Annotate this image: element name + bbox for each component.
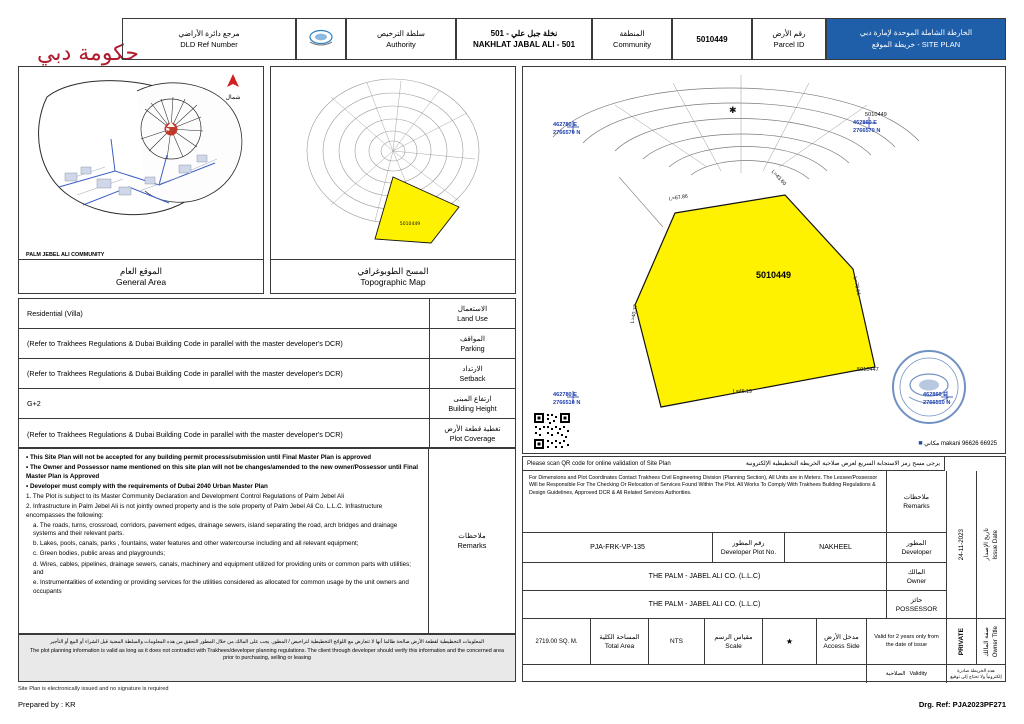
total-area-label-ar: المساحة الكلية <box>599 633 640 641</box>
disclaimer-box <box>18 634 516 682</box>
total-area-label <box>591 619 649 665</box>
community-label-ar: المنطقة <box>619 29 645 38</box>
remarks-label <box>428 449 515 633</box>
validity-label-ar: الصلاحية <box>885 670 906 677</box>
makani-logo-icon: ■ <box>918 440 923 447</box>
possessor-value: THE PALM - JABEL ALI CO. (L.L.C) <box>523 591 887 619</box>
general-area-caption <box>19 259 263 293</box>
plot-coverage-label-en: Plot Coverage <box>449 434 496 443</box>
developer-plot-no-label-ar: رقم المطور <box>732 539 765 547</box>
scale-label-ar: مقياس الرسم <box>714 633 753 641</box>
owner-title-label-en: Owner Title <box>992 625 999 658</box>
remark-line: • The Owner and Possessor name mentioned on this site plan will not be changes/amended to the new owner/Possessor until Final Master Plan is Approved <box>26 464 418 480</box>
table-row <box>19 419 515 449</box>
land-use-label-en: Land Use <box>457 313 488 323</box>
scale-label-en: Scale <box>725 642 742 650</box>
neighbour-parcel-right: 5010449 <box>865 112 887 118</box>
owner-title-label-ar: صفة المالك <box>983 626 990 657</box>
disclaimer-en: The plot planning information is valid as long as it does not contradict with Trakhees/developer planning regulations. The client through developer should verify this information and the concerned area prior to purchasing, selling or leasing <box>30 648 504 662</box>
bearing-label: L=78.61 <box>851 276 862 296</box>
possessor-label <box>887 591 947 619</box>
developer-label-en: Developer <box>901 548 932 556</box>
trakhees-logo-icon <box>306 28 336 50</box>
issue-date-label-en: Issue Date <box>992 529 999 560</box>
remark-line: a. The roads, turns, crossroad, corridors, pavement edges, drainage sewers, island separating the road, arch bridges and drainage systems and their relevant parts. <box>33 521 398 538</box>
svg-text:⚑: ⚑ <box>165 127 171 134</box>
general-area-title-en: General Area <box>115 276 167 287</box>
total-area-value: 2719.00 SQ. M. <box>523 619 591 665</box>
scale-value: NTS <box>649 619 705 665</box>
building-height-label <box>429 389 515 418</box>
remarks-body <box>19 449 429 633</box>
setback-label <box>429 359 515 388</box>
spacer-cell <box>523 665 867 683</box>
site-plan-title-cell <box>826 18 1006 60</box>
dld-ref-label-ar: مرجع دائرة الأراضي <box>178 29 240 38</box>
dld-ref-cell <box>122 18 296 60</box>
owner-title-label-cell <box>977 619 1005 665</box>
bearing-label: L=46.19 <box>733 389 752 395</box>
community-label-cell <box>592 18 672 60</box>
remarks-panel <box>18 448 516 634</box>
remark-line: e. Instrumentalities of extending or providing services for the utilities considered as allocated for common usage by the unit owners and occupants <box>33 579 409 595</box>
owner-value: THE PALM - JABEL ALI CO. (L.L.C) <box>523 563 887 591</box>
coordinate-label: 462860 E 2766510 N <box>923 392 951 406</box>
parking-label-en: Parking <box>460 343 485 353</box>
remarks-label-en: Remarks <box>457 541 487 550</box>
parcel-id-value: 5010449 <box>696 34 728 44</box>
coordinate-label: 462780 E 2766510 N <box>553 392 581 406</box>
private-label: PRIVATE <box>958 627 965 656</box>
building-height-label-en: Building Height <box>448 403 497 413</box>
plot-coverage-value: (Refer to Trakhees Regulations & Dubai Building Code in parallel with the master developer's DCR) <box>27 429 343 439</box>
community-value-ar: نخلة جبل علي - 501 <box>490 29 558 38</box>
setback-label-en: Setback <box>459 373 486 383</box>
topographic-map <box>271 67 515 262</box>
site-plan-title-en: خريطة الموقع - SITE PLAN <box>871 40 961 49</box>
svg-text:5010449: 5010449 <box>399 222 421 227</box>
topographic-title-ar: المسح الطوبوغرافي <box>357 265 429 276</box>
remark-line: • This Site Plan will not be accepted for any building permit process/submission until Final Master Plan is approved <box>26 454 372 461</box>
plot-coverage-label-ar: تغطية قطعة الأرض <box>444 424 501 433</box>
parcel-id-label-ar: رقم الأرض <box>772 29 806 38</box>
validity-label <box>867 665 947 683</box>
issue-date-label-cell <box>977 471 1005 619</box>
owner-label-en: Owner <box>906 577 927 585</box>
plot-details-table <box>522 456 1006 682</box>
parcel-id-value-cell <box>672 18 752 60</box>
topographic-caption <box>271 259 515 293</box>
developer-label-ar: المطور <box>906 539 927 547</box>
parking-label-ar: المواقف <box>460 333 485 343</box>
remark-line: c. Green bodies, public areas and playgrounds; <box>33 550 165 558</box>
remarks-cell-label <box>887 471 947 533</box>
remark-line: 2. Infrastructure in Palm Jebel Ali is not jointly owned property and is the sole property of Palm Jebel Ali Co. L.L.C. Infrastructure encompasses the following: <box>26 502 383 519</box>
access-side-value: ★ <box>763 619 817 665</box>
table-row <box>19 389 515 419</box>
community-label-en: Community <box>613 40 651 49</box>
developer-value: NAKHEEL <box>785 533 887 563</box>
possessor-label-en: POSSESSOR <box>895 605 938 613</box>
makani-number: 96626 66925 <box>961 441 997 447</box>
parcel-id-label-cell <box>752 18 826 60</box>
general-area-title-ar: الموقع العام <box>119 265 163 276</box>
table-row <box>19 299 515 329</box>
qr-note-en: Please scan QR code for online validation of Site Plan <box>527 460 671 467</box>
building-height-value: G+2 <box>27 399 41 408</box>
authority-label-ar: سلطة الترخيص <box>377 29 425 38</box>
disclaimer-ar: المعلومات التخطيطية لقطعة الأرض صالحة طالما أنها لا تتعارض مع اللوائح التخطيطية لتراخيص / المطور. يجب على المالك من خلال المطور التحقق من هذه المعلومات والسلطة المعنية قبل الشراء أو البيع أو التأجير <box>49 639 485 645</box>
developer-plot-no-label-en: Developer Plot No. <box>720 548 777 556</box>
parcel-number-label: 5010449 <box>756 270 792 280</box>
developer-label <box>887 533 947 563</box>
access-side-label-ar: مدخل الأرض <box>824 633 859 641</box>
access-side-label <box>817 619 867 665</box>
validity-label-en: Validity <box>909 670 928 677</box>
general-area-map <box>19 67 263 262</box>
engineering-note: For Dimensions and Plot Coordinates Contact Trakhees Civil Engineering Division (Planning Section), All Units are in Meters. The Lessee/Possessor Will be Responsible For The Checking Or Relocation of Services Found Within The Plot. All Works To Comply With Trakhees Building Regulations & Design Guidelines, Approved DCR & All Related Services Authorities. <box>523 471 887 533</box>
remark-line: d. Wires, cables, pipelines, drainage sewers, canals, machinery and equipment utilized for providing units or common parts with utilities; and <box>33 560 411 577</box>
qr-note-ar: يرجى مسح رمز الاستجابة السريع لعرض صلاحية الخريطة التخطيطية الإلكترونية <box>745 461 940 467</box>
prepared-by: Prepared by : KR <box>18 700 76 709</box>
setback-value: (Refer to Trakhees Regulations & Dubai Building Code in parallel with the master developer's DCR) <box>27 369 343 378</box>
dubai-crest-icon: حكومة دبي <box>37 40 139 66</box>
building-height-label-ar: ارتفاع المبنى <box>453 393 492 403</box>
remark-line: b. Lakes, pools, canals, parks , fountains, water features and other watercourse including and all relevant equipment; <box>33 540 359 548</box>
bearing-label: L=43.60 <box>769 169 788 187</box>
authority-label-en: Authority <box>386 40 416 49</box>
land-use-value: Residential (Villa) <box>27 309 83 318</box>
owner-title-value-cell <box>947 619 977 665</box>
issue-date-label-ar: تاريخ الإصدار <box>983 528 990 561</box>
svg-text:✱: ✱ <box>729 106 737 116</box>
dld-ref-label-en: DLD Ref Number <box>180 40 238 49</box>
site-plan-drawing <box>522 66 1006 454</box>
validity-value: Valid for 2 years only from the date of issue <box>867 619 947 665</box>
attributes-table <box>18 298 516 448</box>
parking-value: (Refer to Trakhees Regulations & Dubai Building Code in parallel with the master developer's DCR) <box>27 339 343 348</box>
topographic-title-en: Topographic Map <box>360 276 426 287</box>
makani-label-ar: مكاني <box>924 441 940 447</box>
qr-note-row <box>523 457 945 471</box>
electronic-note-ar: هذه الخريطة صادرة إلكترونياً ولا تحتاج إلى توقيع <box>950 668 1002 679</box>
coordinate-label: 462860 E 2766570 N <box>853 120 881 134</box>
drawing-reference: Drg. Ref: PJA2023PF271 <box>918 700 1006 709</box>
community-value-cell <box>456 18 592 60</box>
north-label: شمال <box>225 95 241 101</box>
remark-line: • Developer must comply with the requirements of Dubai 2040 Urban Master Plan <box>26 482 268 490</box>
scale-label <box>705 619 763 665</box>
plot-coverage-label <box>429 419 515 449</box>
remarks-cell-label-ar: ملاحظات <box>903 493 930 501</box>
land-use-label-ar: الاستعمال <box>457 303 488 313</box>
developer-plot-no-label <box>713 533 785 563</box>
neighbour-parcel-left: 5010447 <box>857 367 879 373</box>
setback-label-ar: الارتداد <box>462 363 483 373</box>
issue-date-cell <box>947 471 977 619</box>
qr-code[interactable] <box>533 412 571 450</box>
owner-label <box>887 563 947 591</box>
remarks-label-ar: ملاحظات <box>458 531 486 540</box>
authority-cell <box>346 18 456 60</box>
makani-block <box>918 439 997 449</box>
bearing-label: L=67.86 <box>668 193 689 203</box>
community-value-en: NAKHLAT JABAL ALI - 501 <box>472 40 576 49</box>
footer-note: Site Plan is electronically issued and no signature is required <box>18 686 169 692</box>
remark-line: 1. The Plot is subject to its Master Community Declaration and Development Control Regulations of Palm Jebel Ali <box>26 492 345 500</box>
parking-label <box>429 329 515 358</box>
table-row <box>19 359 515 389</box>
table-row <box>19 329 515 359</box>
possessor-label-ar: حائز <box>910 596 923 604</box>
parcel-id-label-en: Parcel ID <box>773 40 805 49</box>
site-plan-title-ar: الخارطة الشاملة الموحدة لإمارة دبي <box>859 28 973 37</box>
community-name-label: PALM JEBEL ALI COMMUNITY <box>26 252 105 258</box>
authority-logo-cell <box>296 18 346 60</box>
north-arrow-icon <box>215 73 251 101</box>
makani-label-en: makani <box>940 441 961 447</box>
owner-label-ar: المالك <box>907 568 926 576</box>
land-use-label <box>429 299 515 328</box>
access-side-label-en: Access Side <box>823 642 860 650</box>
developer-plot-no-value: PJA-FRK-VP-135 <box>523 533 713 563</box>
issue-date-value: 24-11-2023 <box>958 528 965 561</box>
topographic-panel <box>270 66 516 294</box>
dubai-government-logo <box>18 18 139 66</box>
remarks-cell-label-en: Remarks <box>903 502 930 510</box>
total-area-label-en: Total Area <box>604 642 635 650</box>
header-bar <box>18 18 1006 66</box>
coordinate-label: 462780 E 2766570 N <box>553 122 581 136</box>
general-area-panel <box>18 66 264 294</box>
bearing-label: L=40.37 <box>629 304 640 324</box>
